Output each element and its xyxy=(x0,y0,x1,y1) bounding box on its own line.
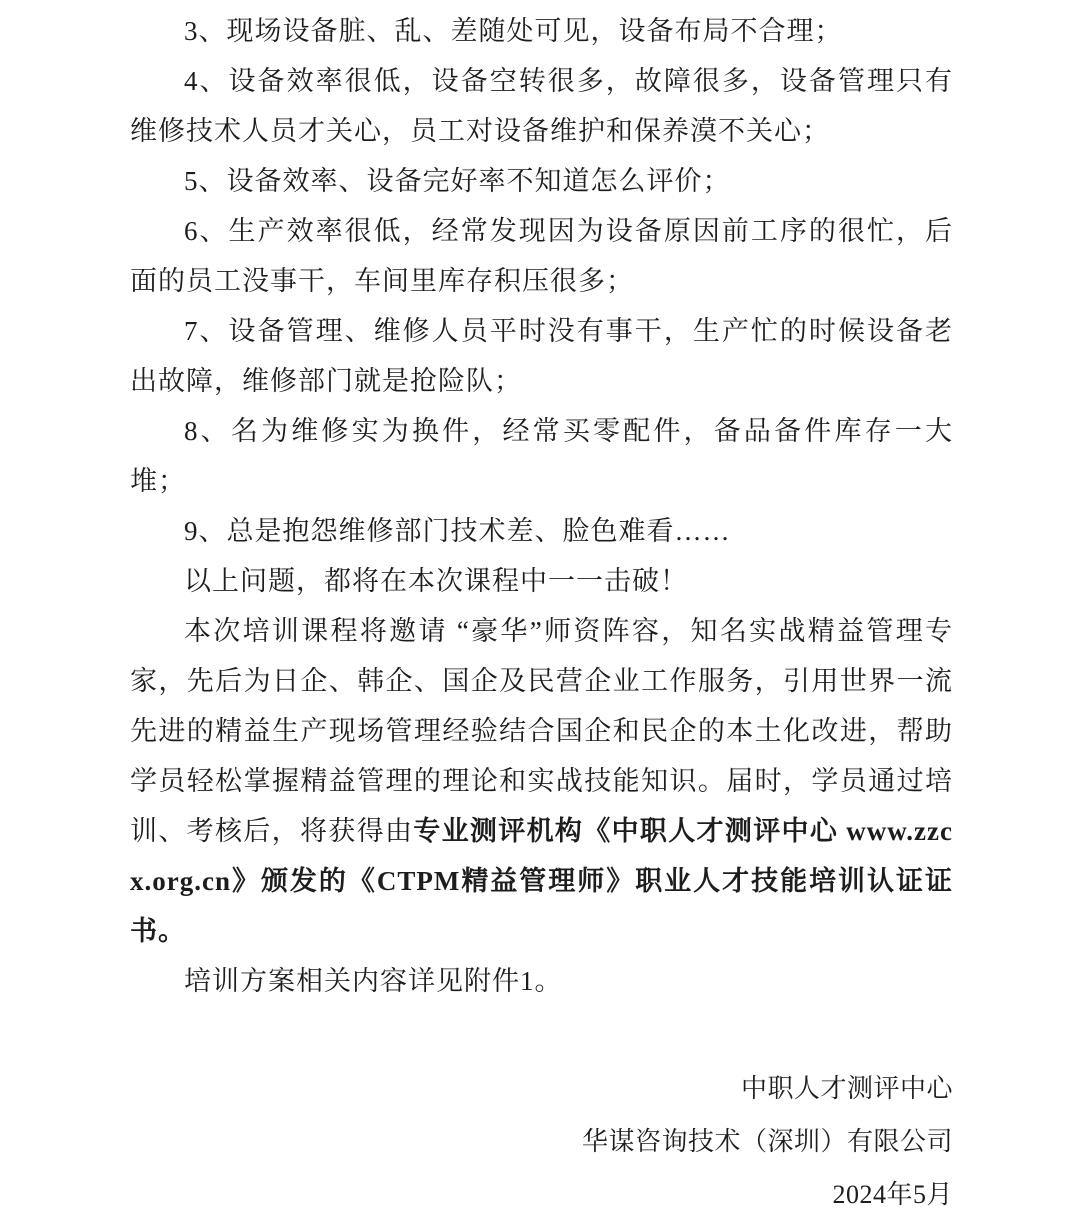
signature-date: 2024年5月 xyxy=(832,1180,953,1209)
list-item-4: 4、设备效率很低，设备空转很多，故障很多，设备管理只有维修技术人员才关心，员工对设备维护和保养漠不关心； xyxy=(130,66,953,146)
closing-statement: 以上问题，都将在本次课程中一一击破！ xyxy=(184,566,688,596)
attachment-note: 培训方案相关内容详见附件1。 xyxy=(184,966,563,996)
signature-organization-2: 华谋咨询技术（深圳）有限公司 xyxy=(581,1127,953,1156)
list-item-3: 3、现场设备脏、乱、差随处可见，设备布局不合理； xyxy=(184,16,843,46)
list-item-9: 9、总是抱怨维修部门技术差、脸色难看…… xyxy=(184,516,731,546)
list-item-5: 5、设备效率、设备完好率不知道怎么评价； xyxy=(184,166,731,196)
list-item-8: 8、名为维修实为换件，经常买零配件，备品备件库存一大堆； xyxy=(130,416,953,496)
list-item-7: 7、设备管理、维修人员平时没有事干，生产忙的时候设备老出故障，维修部门就是抢险队； xyxy=(130,316,953,396)
training-paragraph xyxy=(130,606,953,956)
document-body xyxy=(130,6,953,1006)
signature-organization-1: 中职人才测评中心 xyxy=(740,1074,953,1103)
training-paragraph-regular-text: 本次培训课程将邀请 “豪华”师资阵容，知名实战精益管理专家，先后为日企、韩企、国企及民营企业工作服务，引用世界一流先进的精益生产现场管理经验结合国企和民企的本土化改进，帮助学员轻松掌握精益管理的理论和实战技能知识。届时，学员通过培训、考核后，将获得由 xyxy=(130,616,953,846)
training-paragraph-bold-text: 专业测评机构《中职人才测评中心 www.zzcx.org.cn》颁发的《CTPM精益管理师》职业人才技能培训认证证书。 xyxy=(130,816,953,946)
list-item-6: 6、生产效率很低，经常发现因为设备原因前工序的很忙，后面的员工没事干，车间里库存积压很多； xyxy=(130,216,953,296)
signature-block xyxy=(130,1062,953,1221)
